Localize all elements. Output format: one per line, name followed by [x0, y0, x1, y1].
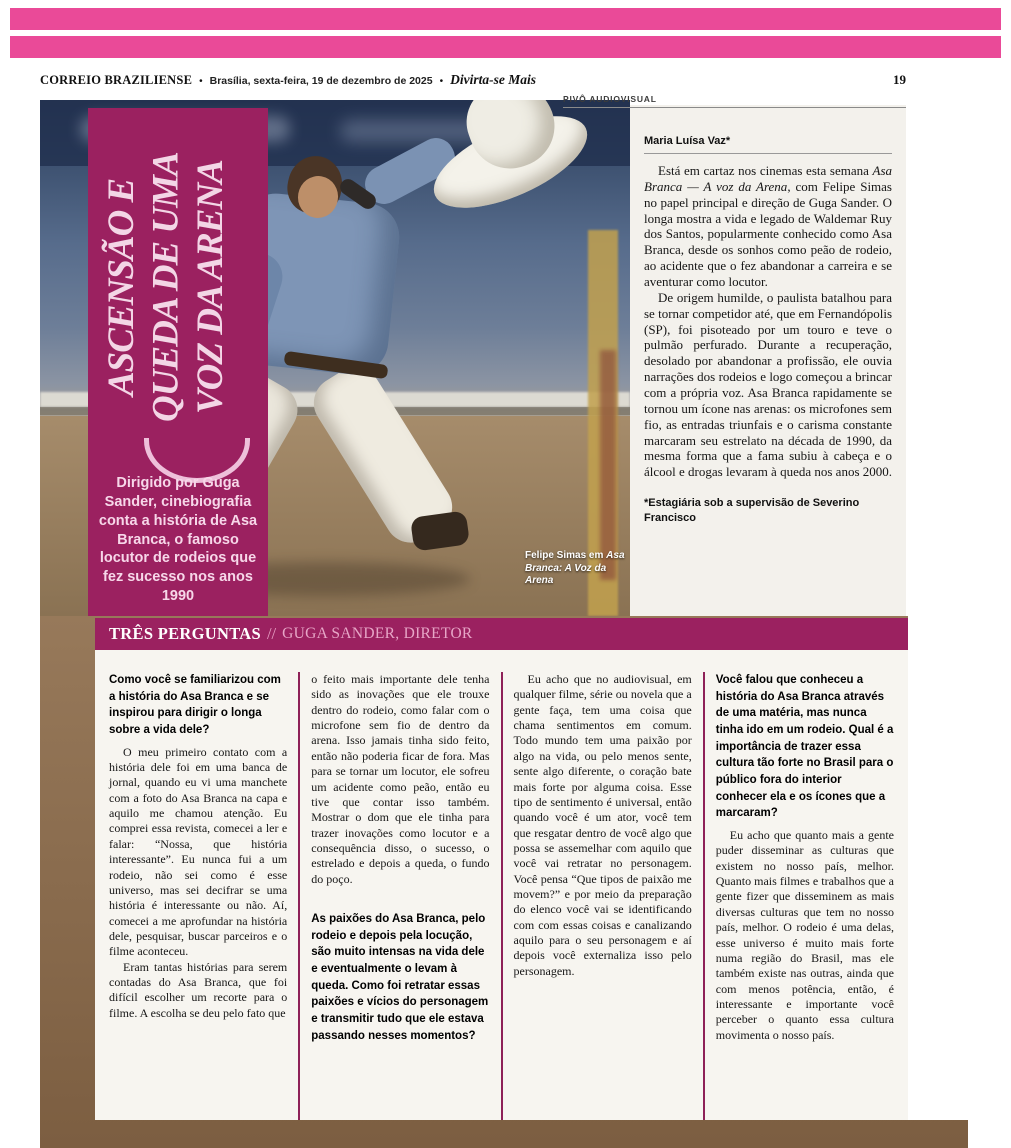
question-2: As paixões do Asa Branca, pelo rodeio e depois pela locução, são muito intensas na vida dele e eventualmente o levam à queda. Como foi retratar essas paixões e vícios do personagem e transmitir tudo que ele estava passando nesses momentos?: [311, 913, 489, 1042]
headline-line: ASCENSÃO E: [101, 178, 142, 396]
lead-text: , com Felipe Simas no papel principal e direção de Guga Sander. O longa mostra a vida e legado de Waldemar Ruy dos Santos, popularmente conhecido como Asa Branca, desde os sonhos como peão de rodeio, ao acidente que o fez abandonar a carreira e se aventurar como locutor.: [644, 178, 892, 290]
question-1: Como você se familiarizou com a história do Asa Branca e se inspirou para dirigir o longa sobre a vida dele?: [109, 674, 281, 737]
headline-line: VOZ DA ARENA: [189, 160, 231, 414]
caption-actor: Felipe Simas em: [525, 550, 607, 561]
qa-column-1: [98, 672, 298, 1120]
header-left: [40, 72, 536, 88]
headline-line: QUEDA DE UMA: [145, 152, 187, 422]
answer-1-part-2: Eram tantas histórias para serem contadas do Asa Branca, que foi difícil escolher um recorte para o filme. A escolha se deu pelo fato que: [109, 959, 288, 1020]
interview-divider: //: [266, 624, 277, 643]
lead-text: Está em cartaz nos cinemas esta semana: [658, 163, 873, 178]
standfirst: Dirigido por Guga Sander, cinebiografia conta a história de Asa Branca, o famoso locutor de rodeios que fez sucesso nos anos 1990: [98, 475, 258, 605]
masthead: CORREIO BRAZILIENSE: [40, 73, 193, 87]
qa-column-3: [501, 672, 703, 1120]
bullet-separator: •: [439, 76, 444, 87]
answer-1-part-1: O meu primeiro contato com a história dele foi em uma banca de jornal, quando eu vi uma manchete com a foto do Asa Branca na capa e aquilo me chamou atenção. Eu comprei essa revista, comecei a ler e falar: “Nossa, que história interessante”. Eu nunca fui a um rodeio, não sei como é esse universo, mas sei decifrar se uma história é interessante ou não. Aí, comecei a me aprofundar na história dele, pesquisar, buscar parceiros e o filme aconteceu.: [109, 744, 288, 959]
qa-column-4: [703, 672, 905, 1120]
vertical-headline: [100, 118, 256, 456]
qa-column-2: [298, 672, 500, 1120]
answer-3: Eu acho que quanto mais a gente puder disseminar as culturas que existem no nosso país, melhor. Quanto mais filmes e trabalhos que a gente fizer que disseminem as mais diversas culturas que tem no nosso país, melhor. O rodeio é uma delas, esse universo é muito mais forte numa região do Brasil, mas ele também existe nas outras, ainda que com menos potência, então, é interessante e importante você perceber o quanto essa cultura movimenta o nosso país.: [715, 828, 894, 1042]
dateline: Brasília, sexta-feira, 19 de dezembro de 2025: [209, 75, 433, 87]
top-bar-secondary: [10, 36, 1001, 58]
qa-panel: [95, 650, 908, 1120]
answer-1-part-3: o feito mais importante dele tenha sido as inovações que ele trouxe dentro do rodeio, como falar com o microfone sem fio de dentro da arena. Isso jamais tinha sido feito, então não poderia ficar de fora. Mas para se tornar um locutor, ele sofreu um acidente como peão, então eu tive que contar isso também. Mostrar o dom que ele tinha para trazer inovações como locutor e a consequência disso, o sucesso, o estrelado e depois a queda, o fundo do poço.: [311, 672, 490, 886]
caption-film-title: Asa Branca: A Voz da Arena: [525, 550, 625, 586]
article-paragraph: De origem humilde, o paulista batalhou para se tornar competidor até, que em Fernandópolis (SP), foi pisoteado por um touro e teve o pulmão perfurado. Durante a recuperação, desolado por abandonar a profissão, ele ouvia narrações dos rodeios e logo começou a brincar com a própria voz. Asa Branca rapidamente se tornou um ícone nas arenas: os microfones sem fio, as entradas triunfais e o carisma constante marcaram seu estrelato na década de 1990, da mesma forma que a fama subiu à cabeça e o álcool e drogas levaram à queda nos anos 2000.: [644, 289, 893, 480]
section-name: Divirta-se Mais: [450, 72, 536, 87]
photo-caption: [525, 550, 625, 588]
page-header: [40, 72, 906, 88]
film-title: Asa Branca — A voz da Arena: [644, 163, 892, 194]
article-body: [644, 163, 892, 480]
byline: Maria Luísa Vaz*: [644, 135, 892, 154]
question-3: Você falou que conheceu a história do Asa Branca através de uma matéria, mas nunca tinha ido em um rodeio. Qual é a importância de trazer essa cultura tão forte no Brasil para o público fora do interior conhecer ela e os ícones que a marcaram?: [715, 674, 894, 820]
headline-panel: [88, 108, 268, 616]
top-bar-primary: [10, 8, 1001, 30]
interview-title: TRÊS PERGUNTAS: [109, 624, 261, 643]
page-number: 19: [893, 72, 906, 87]
kicker-label: PIVÔ AUDIOVISUAL: [563, 94, 906, 108]
answer-2: Eu acho que no audiovisual, em qualquer filme, série ou novela que a gente faça, tem uma coisa que chama sentimentos em comum. Todo mundo tem uma paixão por algo na vida, ou pelo menos sente, sente algo diferente, o coração bate mais forte por alguma coisa. Esse tipo de sentimento é universal, então quando você é um ator, você tem que resgatar dentro de você algo que possa se assemelhar com aquilo que você vai retratar no personagem. Você pensa “Que tipos de paixão me movem?” e por meio da preparação do elenco você vai se identificando com com essas coisas e canalizando aquilo para o seu personagem e aí depois você externaliza isso pelo personagem.: [513, 672, 692, 978]
interview-band: [95, 618, 908, 650]
right-margin-strip: [908, 616, 968, 1120]
feature-block: [40, 100, 906, 616]
interview-subtitle: GUGA SANDER, DIRETOR: [282, 625, 473, 642]
bullet-separator: •: [199, 76, 203, 87]
photo-red-strip: [600, 350, 616, 580]
article-paragraph: [644, 163, 892, 290]
article-credit: *Estagiária sob a supervisão de Severino Francisco: [644, 497, 860, 525]
lower-section: [40, 616, 968, 1148]
article-panel: [630, 105, 906, 616]
